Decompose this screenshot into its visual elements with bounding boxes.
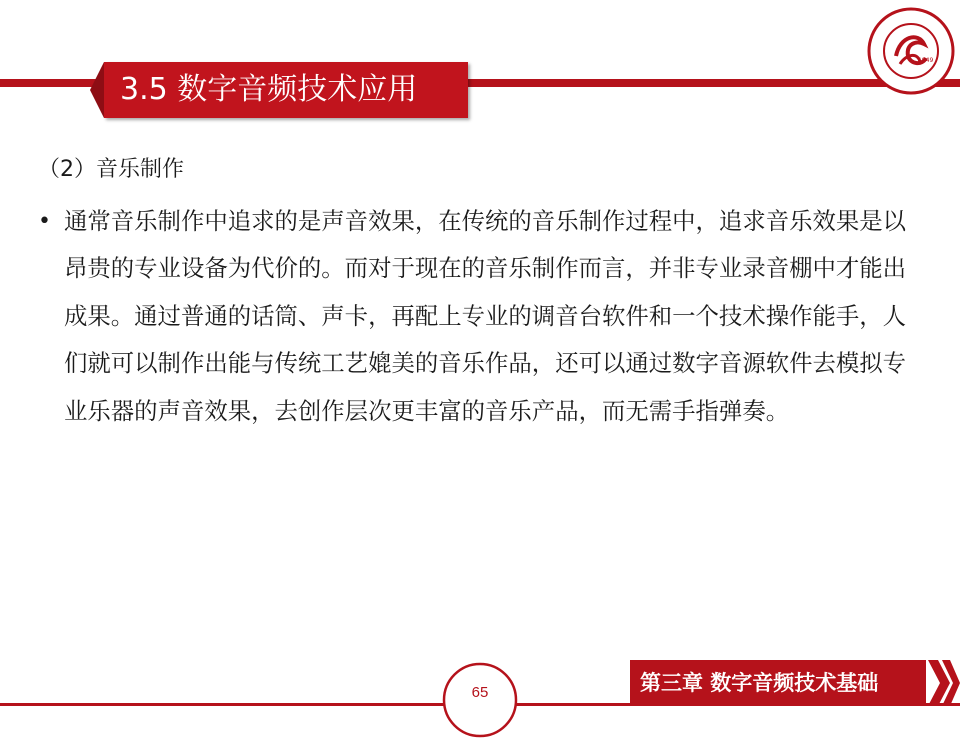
section-subheading: （2）音乐制作 [38,157,184,182]
chapter-label-box [630,660,926,706]
chapter-label: 第三章 数字音频技术基础 [640,671,879,695]
page-number: 65 [471,684,489,701]
bullet-dot: • [38,209,51,234]
slide-title: 3.5 数字音频技术应用 [120,72,418,107]
paragraph-text: 通常音乐制作中追求的是声音效果，在传统的音乐制作过程中，追求音乐效果是以昂贵的专业设备为代价的。而对于现在的音乐制作而言，并非专业录音棚中才能出成果。通过普通的话筒、声卡，再配上专业的调音台软件和一个技术操作能手，人们就可以制作出能与传统工艺媲美的音乐作品，还可以通过数字音源软件去模拟专业乐器的声音效果，去创作层次更丰富的音乐产品，而无需手指弹奏。 [64,207,907,425]
bullet-paragraph [38,198,908,435]
slide-content [38,150,908,435]
logo-year: 1949 [918,57,934,64]
title-banner [104,62,468,118]
university-logo [866,6,956,96]
chevron-right-icon [926,660,960,706]
banner-fold [90,62,104,118]
